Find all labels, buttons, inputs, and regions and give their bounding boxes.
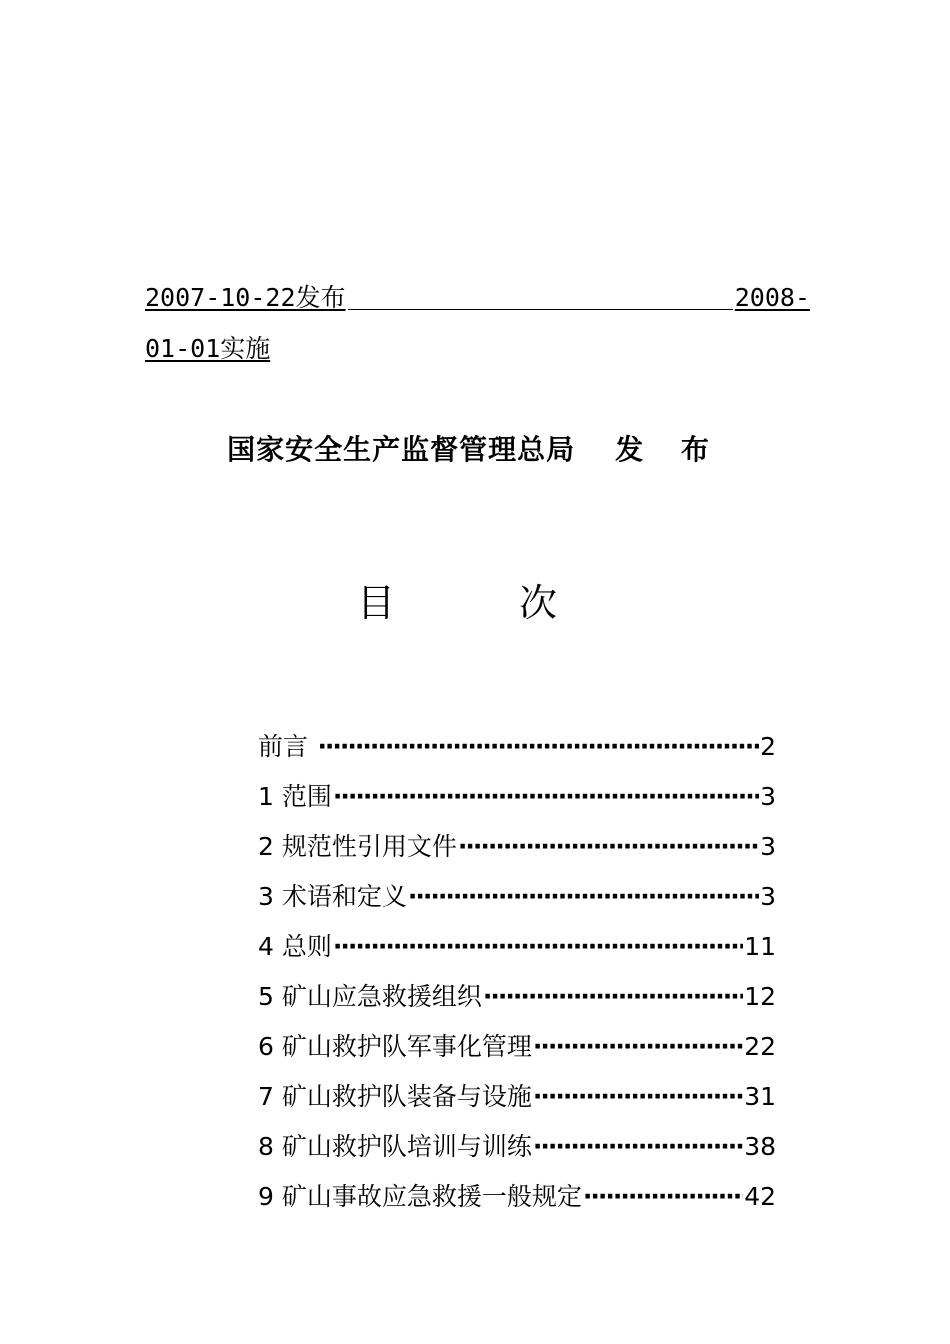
toc-entry[interactable] bbox=[258, 728, 776, 778]
toc-entry[interactable] bbox=[258, 928, 776, 978]
toc-leader bbox=[533, 1128, 743, 1166]
date-underline-gap bbox=[348, 283, 733, 310]
toc-leader bbox=[583, 1178, 743, 1216]
toc-leader bbox=[458, 828, 759, 866]
publisher-line bbox=[0, 428, 950, 468]
toc-entry[interactable] bbox=[258, 828, 776, 878]
toc-leader bbox=[533, 1028, 743, 1066]
toc-entry-label: 2 规范性引用文件 bbox=[258, 832, 457, 861]
table-of-contents bbox=[258, 728, 776, 1228]
toc-leader bbox=[317, 728, 759, 766]
date-line bbox=[145, 283, 810, 313]
toc-entry-label: 前言 bbox=[258, 732, 309, 761]
toc-entry-page: 11 bbox=[744, 932, 776, 961]
publisher-action: 发 布 bbox=[615, 433, 723, 466]
toc-entry-page: 2 bbox=[760, 732, 776, 761]
toc-leader bbox=[333, 928, 743, 966]
toc-entry-label: 3 术语和定义 bbox=[258, 882, 407, 911]
toc-entry[interactable] bbox=[258, 978, 776, 1028]
toc-entry-label: 5 矿山应急救援组织 bbox=[258, 982, 482, 1011]
toc-entry[interactable] bbox=[258, 778, 776, 828]
toc-entry-page: 31 bbox=[744, 1082, 776, 1111]
toc-leader bbox=[333, 778, 759, 816]
toc-entry-label: 4 总则 bbox=[258, 932, 332, 961]
toc-entry[interactable] bbox=[258, 1078, 776, 1128]
toc-entry[interactable] bbox=[258, 1028, 776, 1078]
effective-date-prefix: 2008- bbox=[734, 283, 810, 312]
toc-entry-page: 12 bbox=[744, 982, 776, 1011]
toc-entry-label: 1 范围 bbox=[258, 782, 332, 811]
toc-entry[interactable] bbox=[258, 1128, 776, 1178]
toc-entry-label: 8 矿山救护队培训与训练 bbox=[258, 1132, 532, 1161]
toc-entry-page: 42 bbox=[744, 1182, 776, 1211]
toc-entry-page: 38 bbox=[744, 1132, 776, 1161]
toc-entry-label: 7 矿山救护队装备与设施 bbox=[258, 1082, 532, 1111]
toc-entry[interactable] bbox=[258, 1178, 776, 1228]
toc-entry-page: 22 bbox=[744, 1032, 776, 1061]
toc-leader bbox=[533, 1078, 743, 1116]
toc-entry-page: 3 bbox=[760, 832, 776, 861]
toc-leader bbox=[408, 878, 759, 916]
toc-entry[interactable] bbox=[258, 878, 776, 928]
toc-entry-label: 9 矿山事故应急救援一般规定 bbox=[258, 1182, 582, 1211]
toc-entry-page: 3 bbox=[760, 782, 776, 811]
effective-date-line bbox=[145, 334, 270, 364]
toc-leader bbox=[483, 978, 743, 1016]
publisher-name: 国家安全生产监督管理总局 bbox=[227, 433, 576, 466]
toc-entry-label: 6 矿山救护队军事化管理 bbox=[258, 1032, 532, 1061]
effective-date-suffix: 01-01实施 bbox=[145, 334, 271, 363]
issue-date: 2007-10-22发布 bbox=[145, 283, 346, 312]
toc-title: 目 次 bbox=[356, 581, 614, 625]
toc-entry-page: 3 bbox=[760, 882, 776, 911]
